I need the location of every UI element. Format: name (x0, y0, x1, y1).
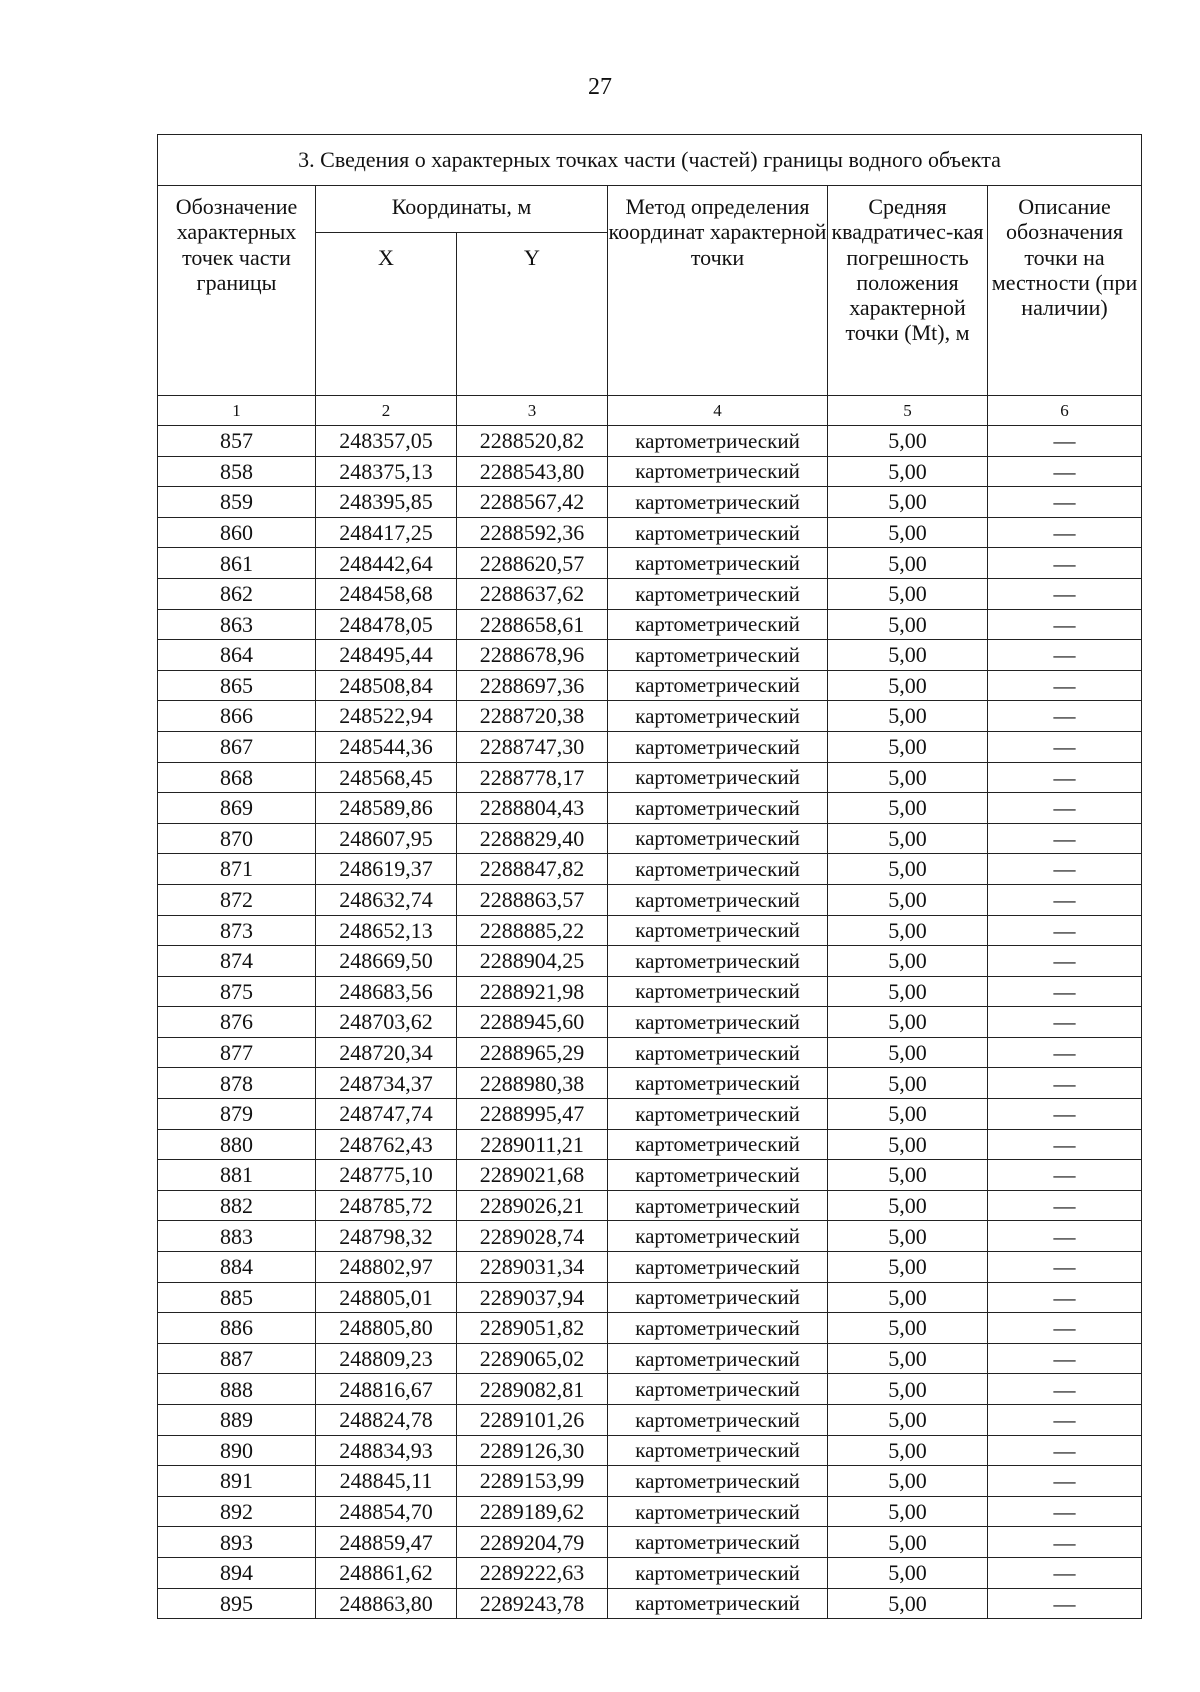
coordinate-x-cell: 248495,44 (316, 640, 457, 671)
coordinate-x-cell: 248859,47 (316, 1527, 457, 1558)
error-cell: 5,00 (828, 1190, 988, 1221)
table-title: 3. Сведения о характерных точках части (частей) границы водного объекта (158, 135, 1142, 186)
coordinate-y-cell: 2288965,29 (457, 1037, 608, 1068)
coordinate-x-cell: 248357,05 (316, 426, 457, 457)
method-cell: картометрический (608, 517, 828, 548)
point-id-cell: 884 (158, 1252, 316, 1283)
point-id-cell: 886 (158, 1313, 316, 1344)
coordinate-x-cell: 248478,05 (316, 609, 457, 640)
method-cell: картометрический (608, 426, 828, 457)
header-y: Y (457, 233, 608, 396)
coordinate-y-cell: 2289101,26 (457, 1405, 608, 1436)
description-cell: — (988, 1160, 1142, 1191)
method-cell: картометрический (608, 1221, 828, 1252)
point-id-cell: 893 (158, 1527, 316, 1558)
coordinate-y-cell: 2288995,47 (457, 1099, 608, 1130)
description-cell: — (988, 1405, 1142, 1436)
coordinate-x-cell: 248854,70 (316, 1496, 457, 1527)
coordinate-x-cell: 248845,11 (316, 1466, 457, 1497)
error-cell: 5,00 (828, 915, 988, 946)
coordinate-x-cell: 248589,86 (316, 793, 457, 824)
table-row (158, 1190, 1142, 1221)
table-row (158, 854, 1142, 885)
coordinate-y-cell: 2289204,79 (457, 1527, 608, 1558)
coordinate-x-cell: 248442,64 (316, 548, 457, 579)
method-cell: картометрический (608, 793, 828, 824)
description-cell: — (988, 1007, 1142, 1038)
error-cell: 5,00 (828, 1557, 988, 1588)
error-cell: 5,00 (828, 1282, 988, 1313)
point-id-cell: 869 (158, 793, 316, 824)
column-number: 1 (158, 396, 316, 426)
description-cell: — (988, 1527, 1142, 1558)
point-id-cell: 870 (158, 823, 316, 854)
coordinate-x-cell: 248522,94 (316, 701, 457, 732)
point-id-cell: 890 (158, 1435, 316, 1466)
error-cell: 5,00 (828, 670, 988, 701)
point-id-cell: 879 (158, 1099, 316, 1130)
error-cell: 5,00 (828, 1313, 988, 1344)
coordinate-x-cell: 248632,74 (316, 884, 457, 915)
table-row (158, 1068, 1142, 1099)
point-id-cell: 867 (158, 731, 316, 762)
description-cell: — (988, 793, 1142, 824)
header-description: Описание обозначения точки на местности (при наличии) (988, 186, 1142, 396)
coordinate-y-cell: 2288678,96 (457, 640, 608, 671)
coordinate-y-cell: 2288847,82 (457, 854, 608, 885)
coordinate-x-cell: 248619,37 (316, 854, 457, 885)
method-cell: картометрический (608, 946, 828, 977)
coordinate-x-cell: 248816,67 (316, 1374, 457, 1405)
header-designation: Обозначение характерных точек части границы (158, 186, 316, 396)
point-id-cell: 862 (158, 578, 316, 609)
method-cell: картометрический (608, 456, 828, 487)
coordinate-x-cell: 248762,43 (316, 1129, 457, 1160)
error-cell: 5,00 (828, 1221, 988, 1252)
description-cell: — (988, 609, 1142, 640)
coordinate-x-cell: 248652,13 (316, 915, 457, 946)
error-cell: 5,00 (828, 731, 988, 762)
coordinate-x-cell: 248734,37 (316, 1068, 457, 1099)
point-id-cell: 880 (158, 1129, 316, 1160)
error-cell: 5,00 (828, 517, 988, 548)
coordinate-y-cell: 2288520,82 (457, 426, 608, 457)
table-row (158, 578, 1142, 609)
description-cell: — (988, 1129, 1142, 1160)
error-cell: 5,00 (828, 976, 988, 1007)
method-cell: картометрический (608, 1129, 828, 1160)
point-id-cell: 875 (158, 976, 316, 1007)
description-cell: — (988, 1496, 1142, 1527)
point-id-cell: 882 (158, 1190, 316, 1221)
table-row (158, 1099, 1142, 1130)
error-cell: 5,00 (828, 1496, 988, 1527)
description-cell: — (988, 1343, 1142, 1374)
coordinate-y-cell: 2289026,21 (457, 1190, 608, 1221)
method-cell: картометрический (608, 701, 828, 732)
method-cell: картометрический (608, 1252, 828, 1283)
point-id-cell: 864 (158, 640, 316, 671)
coordinate-x-cell: 248798,32 (316, 1221, 457, 1252)
coordinate-y-cell: 2289153,99 (457, 1466, 608, 1497)
error-cell: 5,00 (828, 548, 988, 579)
coordinate-x-cell: 248395,85 (316, 487, 457, 518)
coordinate-y-cell: 2289126,30 (457, 1435, 608, 1466)
method-cell: картометрический (608, 915, 828, 946)
method-cell: картометрический (608, 1099, 828, 1130)
method-cell: картометрический (608, 1405, 828, 1436)
error-cell: 5,00 (828, 640, 988, 671)
coordinate-x-cell: 248747,74 (316, 1099, 457, 1130)
header-x: X (316, 233, 457, 396)
table-row (158, 1037, 1142, 1068)
coordinate-y-cell: 2288804,43 (457, 793, 608, 824)
method-cell: картометрический (608, 609, 828, 640)
coordinate-y-cell: 2288620,57 (457, 548, 608, 579)
point-id-cell: 874 (158, 946, 316, 977)
column-number: 4 (608, 396, 828, 426)
method-cell: картометрический (608, 1037, 828, 1068)
coordinate-x-cell: 248703,62 (316, 1007, 457, 1038)
point-id-cell: 871 (158, 854, 316, 885)
coordinate-x-cell: 248508,84 (316, 670, 457, 701)
header-error: Средняя квадратичес-кая погрешность положения характерной точки (Mt), м (828, 186, 988, 396)
error-cell: 5,00 (828, 1252, 988, 1283)
error-cell: 5,00 (828, 1466, 988, 1497)
table-row (158, 1282, 1142, 1313)
table-row (158, 640, 1142, 671)
table-row (158, 670, 1142, 701)
coordinate-x-cell: 248458,68 (316, 578, 457, 609)
description-cell: — (988, 1466, 1142, 1497)
table-row (158, 517, 1142, 548)
description-cell: — (988, 1588, 1142, 1619)
description-cell: — (988, 701, 1142, 732)
coordinate-y-cell: 2288658,61 (457, 609, 608, 640)
coordinate-y-cell: 2289189,62 (457, 1496, 608, 1527)
coordinate-x-cell: 248863,80 (316, 1588, 457, 1619)
method-cell: картометрический (608, 1343, 828, 1374)
coordinate-y-cell: 2288747,30 (457, 731, 608, 762)
method-cell: картометрический (608, 1557, 828, 1588)
description-cell: — (988, 915, 1142, 946)
method-cell: картометрический (608, 640, 828, 671)
coordinate-x-cell: 248861,62 (316, 1557, 457, 1588)
method-cell: картометрический (608, 1496, 828, 1527)
point-id-cell: 873 (158, 915, 316, 946)
point-id-cell: 863 (158, 609, 316, 640)
coordinate-y-cell: 2288567,42 (457, 487, 608, 518)
coordinate-x-cell: 248805,80 (316, 1313, 457, 1344)
coordinate-y-cell: 2288592,36 (457, 517, 608, 548)
method-cell: картометрический (608, 1282, 828, 1313)
table-row (158, 1129, 1142, 1160)
point-id-cell: 876 (158, 1007, 316, 1038)
table-row (158, 1313, 1142, 1344)
point-id-cell: 878 (158, 1068, 316, 1099)
coordinate-x-cell: 248417,25 (316, 517, 457, 548)
error-cell: 5,00 (828, 793, 988, 824)
method-cell: картометрический (608, 548, 828, 579)
coordinate-x-cell: 248809,23 (316, 1343, 457, 1374)
column-number: 2 (316, 396, 457, 426)
coordinate-y-cell: 2288543,80 (457, 456, 608, 487)
point-id-cell: 888 (158, 1374, 316, 1405)
coordinate-y-cell: 2289051,82 (457, 1313, 608, 1344)
table-row (158, 946, 1142, 977)
coordinate-y-cell: 2289243,78 (457, 1588, 608, 1619)
coordinate-y-cell: 2288980,38 (457, 1068, 608, 1099)
description-cell: — (988, 1557, 1142, 1588)
coordinate-y-cell: 2289065,02 (457, 1343, 608, 1374)
table-row (158, 1007, 1142, 1038)
point-id-cell: 858 (158, 456, 316, 487)
description-cell: — (988, 1221, 1142, 1252)
error-cell: 5,00 (828, 1588, 988, 1619)
description-cell: — (988, 670, 1142, 701)
description-cell: — (988, 517, 1142, 548)
description-cell: — (988, 426, 1142, 457)
coordinate-y-cell: 2288904,25 (457, 946, 608, 977)
table-row (158, 1466, 1142, 1497)
coordinate-y-cell: 2289011,21 (457, 1129, 608, 1160)
table-row (158, 426, 1142, 457)
method-cell: картометрический (608, 884, 828, 915)
table-row (158, 1160, 1142, 1191)
method-cell: картометрический (608, 1160, 828, 1191)
error-cell: 5,00 (828, 456, 988, 487)
table-row (158, 701, 1142, 732)
table-row (158, 823, 1142, 854)
description-cell: — (988, 487, 1142, 518)
description-cell: — (988, 731, 1142, 762)
coordinate-y-cell: 2289037,94 (457, 1282, 608, 1313)
coordinate-y-cell: 2289082,81 (457, 1374, 608, 1405)
page-number: 27 (588, 74, 612, 100)
error-cell: 5,00 (828, 609, 988, 640)
table-row (158, 1374, 1142, 1405)
description-cell: — (988, 1374, 1142, 1405)
coordinate-x-cell: 248785,72 (316, 1190, 457, 1221)
table-row (158, 884, 1142, 915)
coordinate-y-cell: 2288697,36 (457, 670, 608, 701)
method-cell: картометрический (608, 1068, 828, 1099)
coordinate-y-cell: 2289222,63 (457, 1557, 608, 1588)
description-cell: — (988, 1037, 1142, 1068)
coordinate-y-cell: 2288863,57 (457, 884, 608, 915)
description-cell: — (988, 1435, 1142, 1466)
point-id-cell: 891 (158, 1466, 316, 1497)
table-row (158, 456, 1142, 487)
error-cell: 5,00 (828, 946, 988, 977)
table-row (158, 548, 1142, 579)
error-cell: 5,00 (828, 1343, 988, 1374)
error-cell: 5,00 (828, 701, 988, 732)
description-cell: — (988, 548, 1142, 579)
error-cell: 5,00 (828, 1527, 988, 1558)
method-cell: картометрический (608, 1007, 828, 1038)
coordinate-y-cell: 2288720,38 (457, 701, 608, 732)
description-cell: — (988, 578, 1142, 609)
point-id-cell: 872 (158, 884, 316, 915)
header-coordinates: Координаты, м (316, 186, 608, 233)
error-cell: 5,00 (828, 1405, 988, 1436)
error-cell: 5,00 (828, 1068, 988, 1099)
error-cell: 5,00 (828, 426, 988, 457)
error-cell: 5,00 (828, 487, 988, 518)
coordinate-y-cell: 2288885,22 (457, 915, 608, 946)
coordinate-y-cell: 2288945,60 (457, 1007, 608, 1038)
point-id-cell: 895 (158, 1588, 316, 1619)
error-cell: 5,00 (828, 762, 988, 793)
table-row (158, 731, 1142, 762)
description-cell: — (988, 1282, 1142, 1313)
point-id-cell: 868 (158, 762, 316, 793)
coordinate-x-cell: 248683,56 (316, 976, 457, 1007)
coordinate-x-cell: 248607,95 (316, 823, 457, 854)
table-row (158, 487, 1142, 518)
coordinate-x-cell: 248544,36 (316, 731, 457, 762)
point-id-cell: 887 (158, 1343, 316, 1374)
table-row (158, 976, 1142, 1007)
error-cell: 5,00 (828, 1435, 988, 1466)
description-cell: — (988, 640, 1142, 671)
table-row (158, 915, 1142, 946)
method-cell: картометрический (608, 1374, 828, 1405)
method-cell: картометрический (608, 1527, 828, 1558)
error-cell: 5,00 (828, 1037, 988, 1068)
method-cell: картометрический (608, 1588, 828, 1619)
method-cell: картометрический (608, 1313, 828, 1344)
error-cell: 5,00 (828, 1099, 988, 1130)
coordinate-x-cell: 248375,13 (316, 456, 457, 487)
table-row (158, 1435, 1142, 1466)
column-number: 6 (988, 396, 1142, 426)
coordinate-x-cell: 248802,97 (316, 1252, 457, 1283)
method-cell: картометрический (608, 1190, 828, 1221)
method-cell: картометрический (608, 731, 828, 762)
error-cell: 5,00 (828, 884, 988, 915)
point-id-cell: 877 (158, 1037, 316, 1068)
point-id-cell: 861 (158, 548, 316, 579)
description-cell: — (988, 854, 1142, 885)
column-number: 3 (457, 396, 608, 426)
method-cell: картометрический (608, 976, 828, 1007)
header-method: Метод определения координат характерной точки (608, 186, 828, 396)
table-row (158, 609, 1142, 640)
point-id-cell: 859 (158, 487, 316, 518)
point-id-cell: 883 (158, 1221, 316, 1252)
coordinate-y-cell: 2288829,40 (457, 823, 608, 854)
column-number-row (158, 396, 1142, 426)
coordinate-x-cell: 248568,45 (316, 762, 457, 793)
point-id-cell: 889 (158, 1405, 316, 1436)
description-cell: — (988, 456, 1142, 487)
coordinate-y-cell: 2289028,74 (457, 1221, 608, 1252)
table-row (158, 1405, 1142, 1436)
method-cell: картометрический (608, 762, 828, 793)
description-cell: — (988, 1099, 1142, 1130)
description-cell: — (988, 762, 1142, 793)
coordinate-x-cell: 248775,10 (316, 1160, 457, 1191)
table-row (158, 1343, 1142, 1374)
point-id-cell: 857 (158, 426, 316, 457)
error-cell: 5,00 (828, 823, 988, 854)
coordinate-y-cell: 2288778,17 (457, 762, 608, 793)
error-cell: 5,00 (828, 1160, 988, 1191)
table-row (158, 1221, 1142, 1252)
method-cell: картометрический (608, 1466, 828, 1497)
point-id-cell: 865 (158, 670, 316, 701)
description-cell: — (988, 1190, 1142, 1221)
coordinate-y-cell: 2288921,98 (457, 976, 608, 1007)
error-cell: 5,00 (828, 578, 988, 609)
coordinate-y-cell: 2288637,62 (457, 578, 608, 609)
point-id-cell: 894 (158, 1557, 316, 1588)
description-cell: — (988, 1068, 1142, 1099)
coordinate-x-cell: 248834,93 (316, 1435, 457, 1466)
error-cell: 5,00 (828, 854, 988, 885)
column-number: 5 (828, 396, 988, 426)
coordinate-x-cell: 248805,01 (316, 1282, 457, 1313)
table-row (158, 793, 1142, 824)
table-row (158, 1557, 1142, 1588)
method-cell: картометрический (608, 578, 828, 609)
table-row (158, 1527, 1142, 1558)
coordinate-x-cell: 248824,78 (316, 1405, 457, 1436)
method-cell: картометрический (608, 1435, 828, 1466)
description-cell: — (988, 823, 1142, 854)
error-cell: 5,00 (828, 1007, 988, 1038)
description-cell: — (988, 976, 1142, 1007)
method-cell: картометрический (608, 823, 828, 854)
table-row (158, 762, 1142, 793)
error-cell: 5,00 (828, 1129, 988, 1160)
boundary-points-table (157, 134, 1142, 1619)
table-row (158, 1496, 1142, 1527)
description-cell: — (988, 946, 1142, 977)
method-cell: картометрический (608, 854, 828, 885)
description-cell: — (988, 1313, 1142, 1344)
description-cell: — (988, 884, 1142, 915)
coordinate-y-cell: 2289021,68 (457, 1160, 608, 1191)
method-cell: картометрический (608, 670, 828, 701)
point-id-cell: 885 (158, 1282, 316, 1313)
description-cell: — (988, 1252, 1142, 1283)
table-row (158, 1588, 1142, 1619)
coordinate-y-cell: 2289031,34 (457, 1252, 608, 1283)
point-id-cell: 881 (158, 1160, 316, 1191)
table-body (158, 426, 1142, 1619)
error-cell: 5,00 (828, 1374, 988, 1405)
method-cell: картометрический (608, 487, 828, 518)
table-row (158, 1252, 1142, 1283)
point-id-cell: 892 (158, 1496, 316, 1527)
coordinate-x-cell: 248669,50 (316, 946, 457, 977)
coordinate-x-cell: 248720,34 (316, 1037, 457, 1068)
point-id-cell: 866 (158, 701, 316, 732)
point-id-cell: 860 (158, 517, 316, 548)
